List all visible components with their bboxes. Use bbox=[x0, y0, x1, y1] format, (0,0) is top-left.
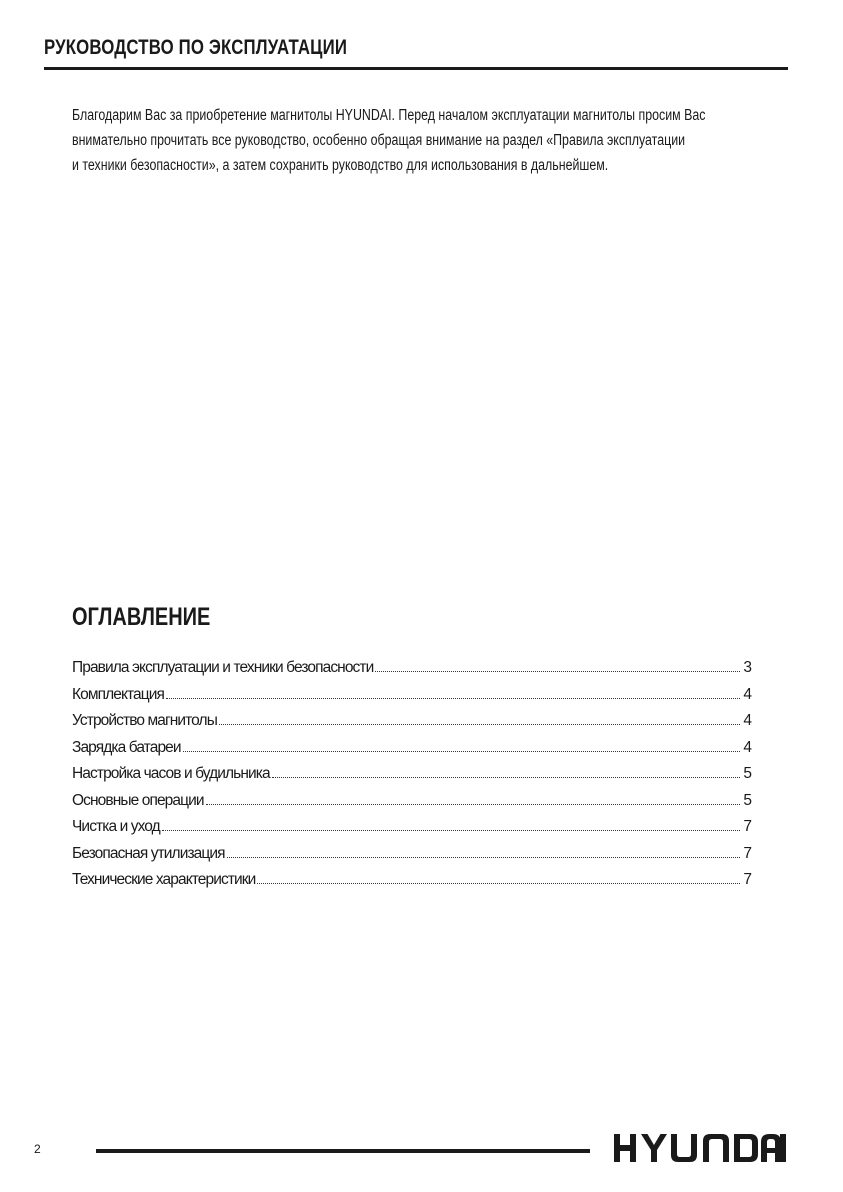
toc-leader-dots bbox=[257, 882, 740, 884]
intro-line: внимательно прочитать все руководство, особенно обращая внимание на раздел «Правила эксплуатации bbox=[72, 132, 686, 149]
toc-entry-page: 4 bbox=[743, 685, 752, 703]
toc-entry-label: Правила эксплуатации и техники безопасности bbox=[72, 659, 374, 676]
toc-entry bbox=[72, 792, 752, 819]
toc-entry-page: 4 bbox=[743, 738, 752, 756]
toc-leader-dots bbox=[166, 697, 740, 699]
toc-leader-dots bbox=[272, 776, 740, 778]
toc-entry bbox=[72, 712, 752, 739]
intro-line: и техники безопасности», а затем сохранить руководство для использования в дальнейшем. bbox=[72, 157, 609, 174]
toc-entry-page: 7 bbox=[743, 844, 752, 862]
toc-entry-label: Безопасная утилизация bbox=[72, 844, 225, 862]
toc-leader-dots bbox=[227, 856, 740, 858]
toc-leader-dots bbox=[206, 803, 740, 805]
toc-leader-dots bbox=[183, 750, 740, 752]
toc-entry-page: 7 bbox=[743, 871, 752, 888]
toc-entry-page: 3 bbox=[743, 659, 752, 676]
intro-paragraph bbox=[72, 103, 772, 178]
toc-entry bbox=[72, 818, 752, 845]
toc-leader-dots bbox=[375, 670, 740, 672]
toc-title: ОГЛАВЛЕНИЕ bbox=[72, 603, 211, 631]
toc-entry-label: Технические характеристики bbox=[72, 871, 256, 888]
table-of-contents bbox=[72, 659, 752, 898]
toc-entry bbox=[72, 765, 752, 792]
toc-entry-page: 5 bbox=[743, 765, 752, 782]
toc-entry-label: Зарядка батареи bbox=[72, 738, 181, 756]
toc-entry-page: 7 bbox=[743, 818, 752, 835]
hyundai-logo-icon bbox=[614, 1132, 786, 1164]
toc-entry-label: Настройка часов и будильника bbox=[72, 765, 270, 782]
toc-leader-dots bbox=[162, 829, 740, 831]
toc-entry-label: Основные операции bbox=[72, 791, 204, 809]
toc-entry-page: 4 bbox=[743, 712, 752, 729]
footer-divider bbox=[96, 1149, 590, 1153]
toc-leader-dots bbox=[219, 723, 740, 725]
toc-entry-label: Чистка и уход bbox=[72, 818, 160, 835]
toc-entry-label: Устройство магнитолы bbox=[72, 712, 217, 729]
toc-entry-page: 5 bbox=[743, 791, 752, 809]
toc-entry-label: Комплектация bbox=[72, 685, 164, 703]
toc-entry bbox=[72, 845, 752, 872]
toc-entry bbox=[72, 686, 752, 713]
page-title: РУКОВОДСТВО ПО ЭКСПЛУАТАЦИИ bbox=[44, 36, 348, 59]
toc-entry bbox=[72, 739, 752, 766]
intro-line: Благодарим Вас за приобретение магнитолы HYUNDAI. Перед началом эксплуатации магнитолы просим Вас bbox=[72, 107, 706, 124]
header-divider bbox=[44, 67, 788, 70]
toc-entry bbox=[72, 659, 752, 686]
page-number: 2 bbox=[34, 1142, 41, 1156]
toc-entry bbox=[72, 871, 752, 898]
